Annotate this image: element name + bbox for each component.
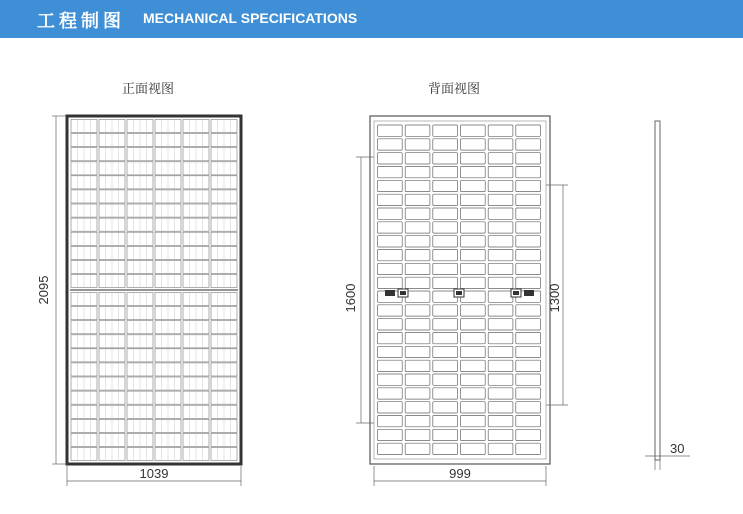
back-cell [405,125,430,136]
front-view-title: 正面视图 [122,82,175,97]
front-width-label: 1039 [139,466,169,481]
back-cell [488,263,513,274]
back-cell [461,416,486,427]
back-cell [488,416,513,427]
back-view-title: 背面视图 [428,82,481,97]
back-cell [461,443,486,454]
back-cell [405,250,430,261]
back-cell [488,374,513,385]
back-cell [516,263,541,274]
back-cell [405,429,430,440]
back-cell [516,180,541,191]
mount-spacing-outer-label: 1600 [343,283,358,313]
back-cell [433,208,458,219]
back-cell [461,250,486,261]
back-cell [433,153,458,164]
junction-box-center [454,289,464,297]
back-cell [405,277,430,288]
back-cell [433,180,458,191]
back-cell [378,346,403,357]
back-cell [378,277,403,288]
back-cell [488,346,513,357]
front-view [36,116,241,486]
back-cell [516,360,541,371]
back-cell [378,125,403,136]
back-cell [405,319,430,330]
back-cell [488,305,513,316]
back-cell [461,346,486,357]
back-cell [461,429,486,440]
back-cell [516,305,541,316]
back-cell [433,263,458,274]
back-cell [516,277,541,288]
side-panel-profile [655,121,660,460]
back-cell [461,194,486,205]
back-cell [433,360,458,371]
back-cell [461,125,486,136]
back-cell [405,263,430,274]
back-cell [488,125,513,136]
back-cell [405,388,430,399]
front-height-label: 2095 [36,275,51,305]
back-cell [433,402,458,413]
back-cell [433,222,458,233]
back-cell [488,360,513,371]
back-cell [516,429,541,440]
back-width-label: 999 [449,466,471,481]
back-cell [378,360,403,371]
back-cell [433,236,458,247]
back-cell [405,333,430,344]
header-title-en: MECHANICAL SPECIFICATIONS [143,10,358,26]
back-cell [433,139,458,150]
back-cell [488,236,513,247]
back-cell [461,222,486,233]
back-cell [488,277,513,288]
back-cell [488,443,513,454]
back-cell [516,333,541,344]
back-cell [488,319,513,330]
back-cell [516,388,541,399]
back-cell [516,222,541,233]
back-cell [461,277,486,288]
back-cell [405,305,430,316]
back-cell [516,125,541,136]
back-cell [405,374,430,385]
back-cell [405,194,430,205]
back-cell [378,443,403,454]
back-cell [488,139,513,150]
back-cell [461,180,486,191]
back-cell [433,319,458,330]
back-cell [378,153,403,164]
back-cell [461,139,486,150]
back-cell [488,194,513,205]
back-cell [378,263,403,274]
back-cell [516,374,541,385]
back-cell [433,194,458,205]
back-cell [378,139,403,150]
back-cell [516,139,541,150]
back-cell [516,194,541,205]
back-view [343,116,568,486]
back-cell [378,194,403,205]
back-cell [405,402,430,413]
back-cell [461,360,486,371]
back-cell [488,222,513,233]
back-cell [461,333,486,344]
back-cell [405,443,430,454]
side-view [645,121,690,470]
back-cell [488,333,513,344]
back-cell [488,167,513,178]
back-cell [405,153,430,164]
back-cell [433,374,458,385]
back-cell [461,402,486,413]
back-cell [516,402,541,413]
back-cell [378,333,403,344]
back-cell [433,416,458,427]
back-cell [378,388,403,399]
back-cell [516,167,541,178]
back-cell [433,388,458,399]
back-cell [433,443,458,454]
back-cell [516,208,541,219]
back-cell [405,180,430,191]
back-cell [378,180,403,191]
back-cell [488,153,513,164]
back-cell [433,305,458,316]
back-cell [516,346,541,357]
back-cell [488,429,513,440]
back-cell [516,153,541,164]
back-cell [378,319,403,330]
thickness-label: 30 [670,441,685,456]
back-cell [378,208,403,219]
back-cell [433,429,458,440]
back-cell [461,208,486,219]
back-cell [488,388,513,399]
back-cell [378,222,403,233]
back-cell [378,374,403,385]
back-cell [405,291,430,302]
back-cell [461,263,486,274]
back-cell [461,153,486,164]
mount-spacing-inner-label: 1300 [547,283,562,313]
back-cell [433,277,458,288]
back-cell [516,236,541,247]
back-cell [488,208,513,219]
back-cell [378,416,403,427]
back-cell [516,443,541,454]
back-cell [405,208,430,219]
back-cell [488,250,513,261]
header-title-cn: 工程制图 [37,11,125,32]
back-cell [378,167,403,178]
back-cell [378,250,403,261]
back-cell [516,319,541,330]
back-cell [461,374,486,385]
back-cell [461,236,486,247]
back-cell [516,250,541,261]
back-cell [405,222,430,233]
back-cell [378,305,403,316]
back-cell [433,167,458,178]
back-cell [378,402,403,413]
back-cell [433,333,458,344]
back-cell [516,416,541,427]
back-cell [405,139,430,150]
back-cell [488,291,513,302]
back-cell [405,360,430,371]
back-cell [378,429,403,440]
back-cell [433,346,458,357]
back-cell [405,346,430,357]
back-cell [461,167,486,178]
back-cell [405,236,430,247]
back-cell [461,319,486,330]
back-cell [433,125,458,136]
back-cell [488,180,513,191]
back-cell [405,416,430,427]
back-cell [461,388,486,399]
back-cell [488,402,513,413]
back-cell [433,250,458,261]
back-cell [378,236,403,247]
back-cell [405,167,430,178]
back-cell [461,305,486,316]
